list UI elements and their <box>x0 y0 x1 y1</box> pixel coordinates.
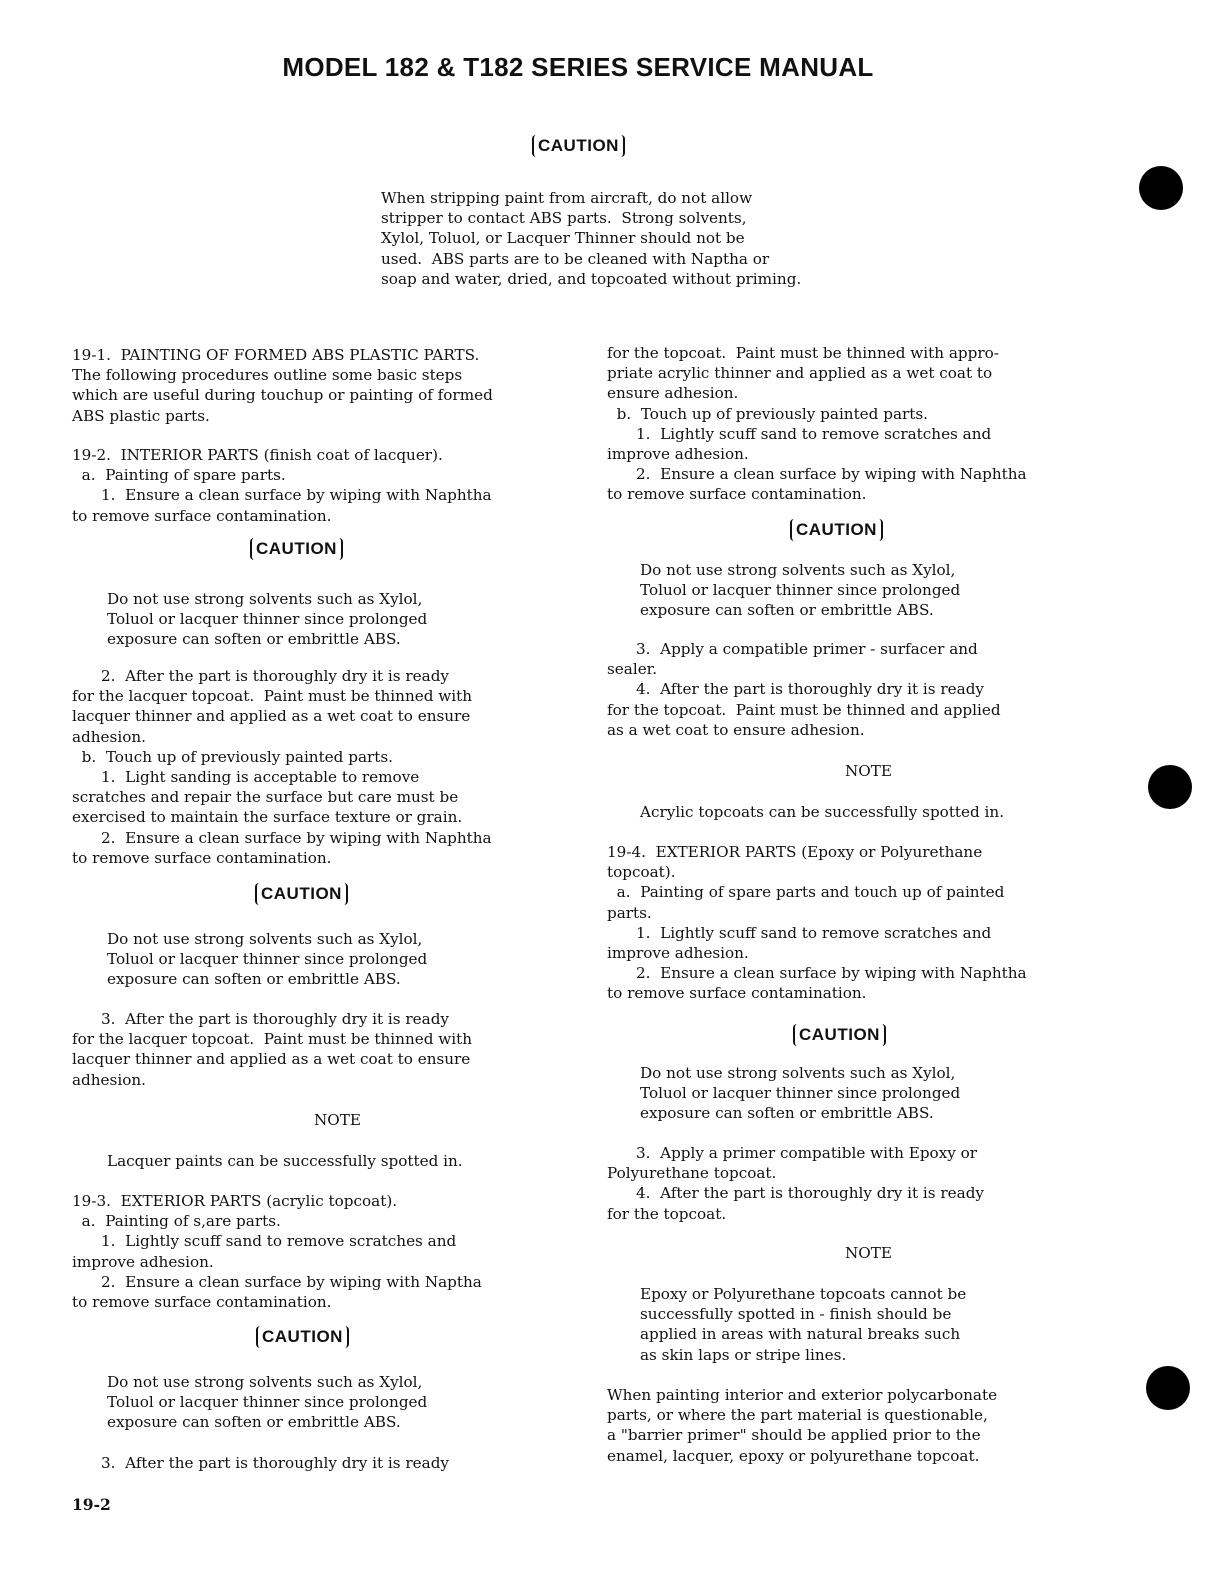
binder-hole-bottom <box>1146 1366 1190 1410</box>
section-19-2-steps: 2. After the part is thoroughly dry it is ready for the lacquer topcoat. Paint must be thinned with lacquer thinner and applied as a wet coat to ensure adhesion. b. Touch up of previously painted parts. 1. Light sanding is acceptable to remove scratches and repair the surface but care must be exercised to maintain the surface texture or grain. 2. Ensure a clean surface by wiping with Naphtha to remove surface contamination. <box>72 667 492 867</box>
note-label-right-2: NOTE <box>845 1244 892 1262</box>
caution-label-left-1: CAUTION <box>250 538 343 560</box>
top-caution-text: When stripping paint from aircraft, do not allow stripper to contact ABS parts. Strong solvents, Xylol, Toluol, or Lacquer Thinner should not be used. ABS parts are to be cleaned with Naptha or soap and water, dried, and topcoated without priming. <box>381 189 802 288</box>
section-19-3-step-3: 3. After the part is thoroughly dry it is ready <box>72 1454 450 1472</box>
caution-text-right-1: Do not use strong solvents such as Xylol, Toluol or lacquer thinner since prolonged exposure can soften or embrittle ABS. <box>640 561 961 620</box>
binder-hole-middle <box>1148 765 1192 809</box>
note-text-right-2: Epoxy or Polyurethane topcoats cannot be successfully spotted in - finish should be applied in areas with natural breaks such as skin laps or stripe lines. <box>640 1285 967 1364</box>
binder-hole-top <box>1139 166 1183 210</box>
note-label-left: NOTE <box>314 1111 361 1129</box>
section-19-2-step-3: 3. After the part is thoroughly dry it is ready for the lacquer topcoat. Paint must be thinned with lacquer thinner and applied as a wet coat to ensure adhesion. <box>72 1010 472 1089</box>
caution-text-left-2: Do not use strong solvents such as Xylol, Toluol or lacquer thinner since prolonged exposure can soften or embrittle ABS. <box>107 930 428 989</box>
section-19-4: 19-4. EXTERIOR PARTS (Epoxy or Polyurethane topcoat). a. Painting of spare parts and touch up of painted parts. 1. Lightly scuff sand to remove scratches and improve adhesion. 2. Ensure a clean surface by wiping with Naphtha to remove surface contamination. <box>607 843 1027 1003</box>
page-title: MODEL 182 & T182 SERIES SERVICE MANUAL <box>282 52 874 82</box>
section-19-3: 19-3. EXTERIOR PARTS (acrylic topcoat). a. Painting of s,are parts. 1. Lightly scuff sand to remove scratches and improve adhesion. 2. Ensure a clean surface by wiping with Naptha to remove surface contamination. <box>72 1192 482 1312</box>
caution-label-top: CAUTION <box>532 135 625 157</box>
caution-text-left-1: Do not use strong solvents such as Xylol, Toluol or lacquer thinner since prolonged exposure can soften or embrittle ABS. <box>107 590 428 649</box>
section-19-4-steps: 3. Apply a primer compatible with Epoxy or Polyurethane topcoat. 4. After the part is thoroughly dry it is ready for the topcoat. <box>607 1144 985 1223</box>
caution-label-right-1: CAUTION <box>790 519 883 541</box>
section-19-1: 19-1. PAINTING OF FORMED ABS PLASTIC PARTS. The following procedures outline some basic steps which are useful during touchup or painting of formed ABS plastic parts. <box>72 346 493 425</box>
caution-label-left-2: CAUTION <box>255 883 348 905</box>
note-text-right-1: Acrylic topcoats can be successfully spotted in. <box>640 803 1005 821</box>
section-19-2: 19-2. INTERIOR PARTS (finish coat of lacquer). a. Painting of spare parts. 1. Ensure a clean surface by wiping with Naphtha to remove surface contamination. <box>72 446 492 525</box>
caution-text-right-2: Do not use strong solvents such as Xylol, Toluol or lacquer thinner since prolonged exposure can soften or embrittle ABS. <box>640 1064 961 1123</box>
note-label-right-1: NOTE <box>845 762 892 780</box>
caution-label-left-3: CAUTION <box>256 1326 349 1348</box>
note-text-left: Lacquer paints can be successfully spotted in. <box>107 1152 463 1170</box>
caution-label-right-2: CAUTION <box>793 1024 886 1046</box>
polycarbonate-paragraph: When painting interior and exterior polycarbonate parts, or where the part material is questionable, a "barrier primer" should be applied prior to the enamel, lacquer, epoxy or polyurethane topcoat. <box>607 1386 998 1465</box>
caution-text-left-3: Do not use strong solvents such as Xylol, Toluol or lacquer thinner since prolonged exposure can soften or embrittle ABS. <box>107 1373 428 1432</box>
page-number: 19-2 <box>72 1495 111 1514</box>
section-19-3-steps: 3. Apply a compatible primer - surfacer and sealer. 4. After the part is thoroughly dry it is ready for the topcoat. Paint must be thinned and applied as a wet coat to ensure adhesion. <box>607 640 1001 739</box>
section-19-3-continued: for the topcoat. Paint must be thinned with appro- priate acrylic thinner and applied as a wet coat to ensure adhesion. b. Touch up of previously painted parts. 1. Lightly scuff sand to remove scratches and improve adhesion. 2. Ensure a clean surface by wiping with Naphtha to remove surface contamination. <box>607 344 1027 504</box>
